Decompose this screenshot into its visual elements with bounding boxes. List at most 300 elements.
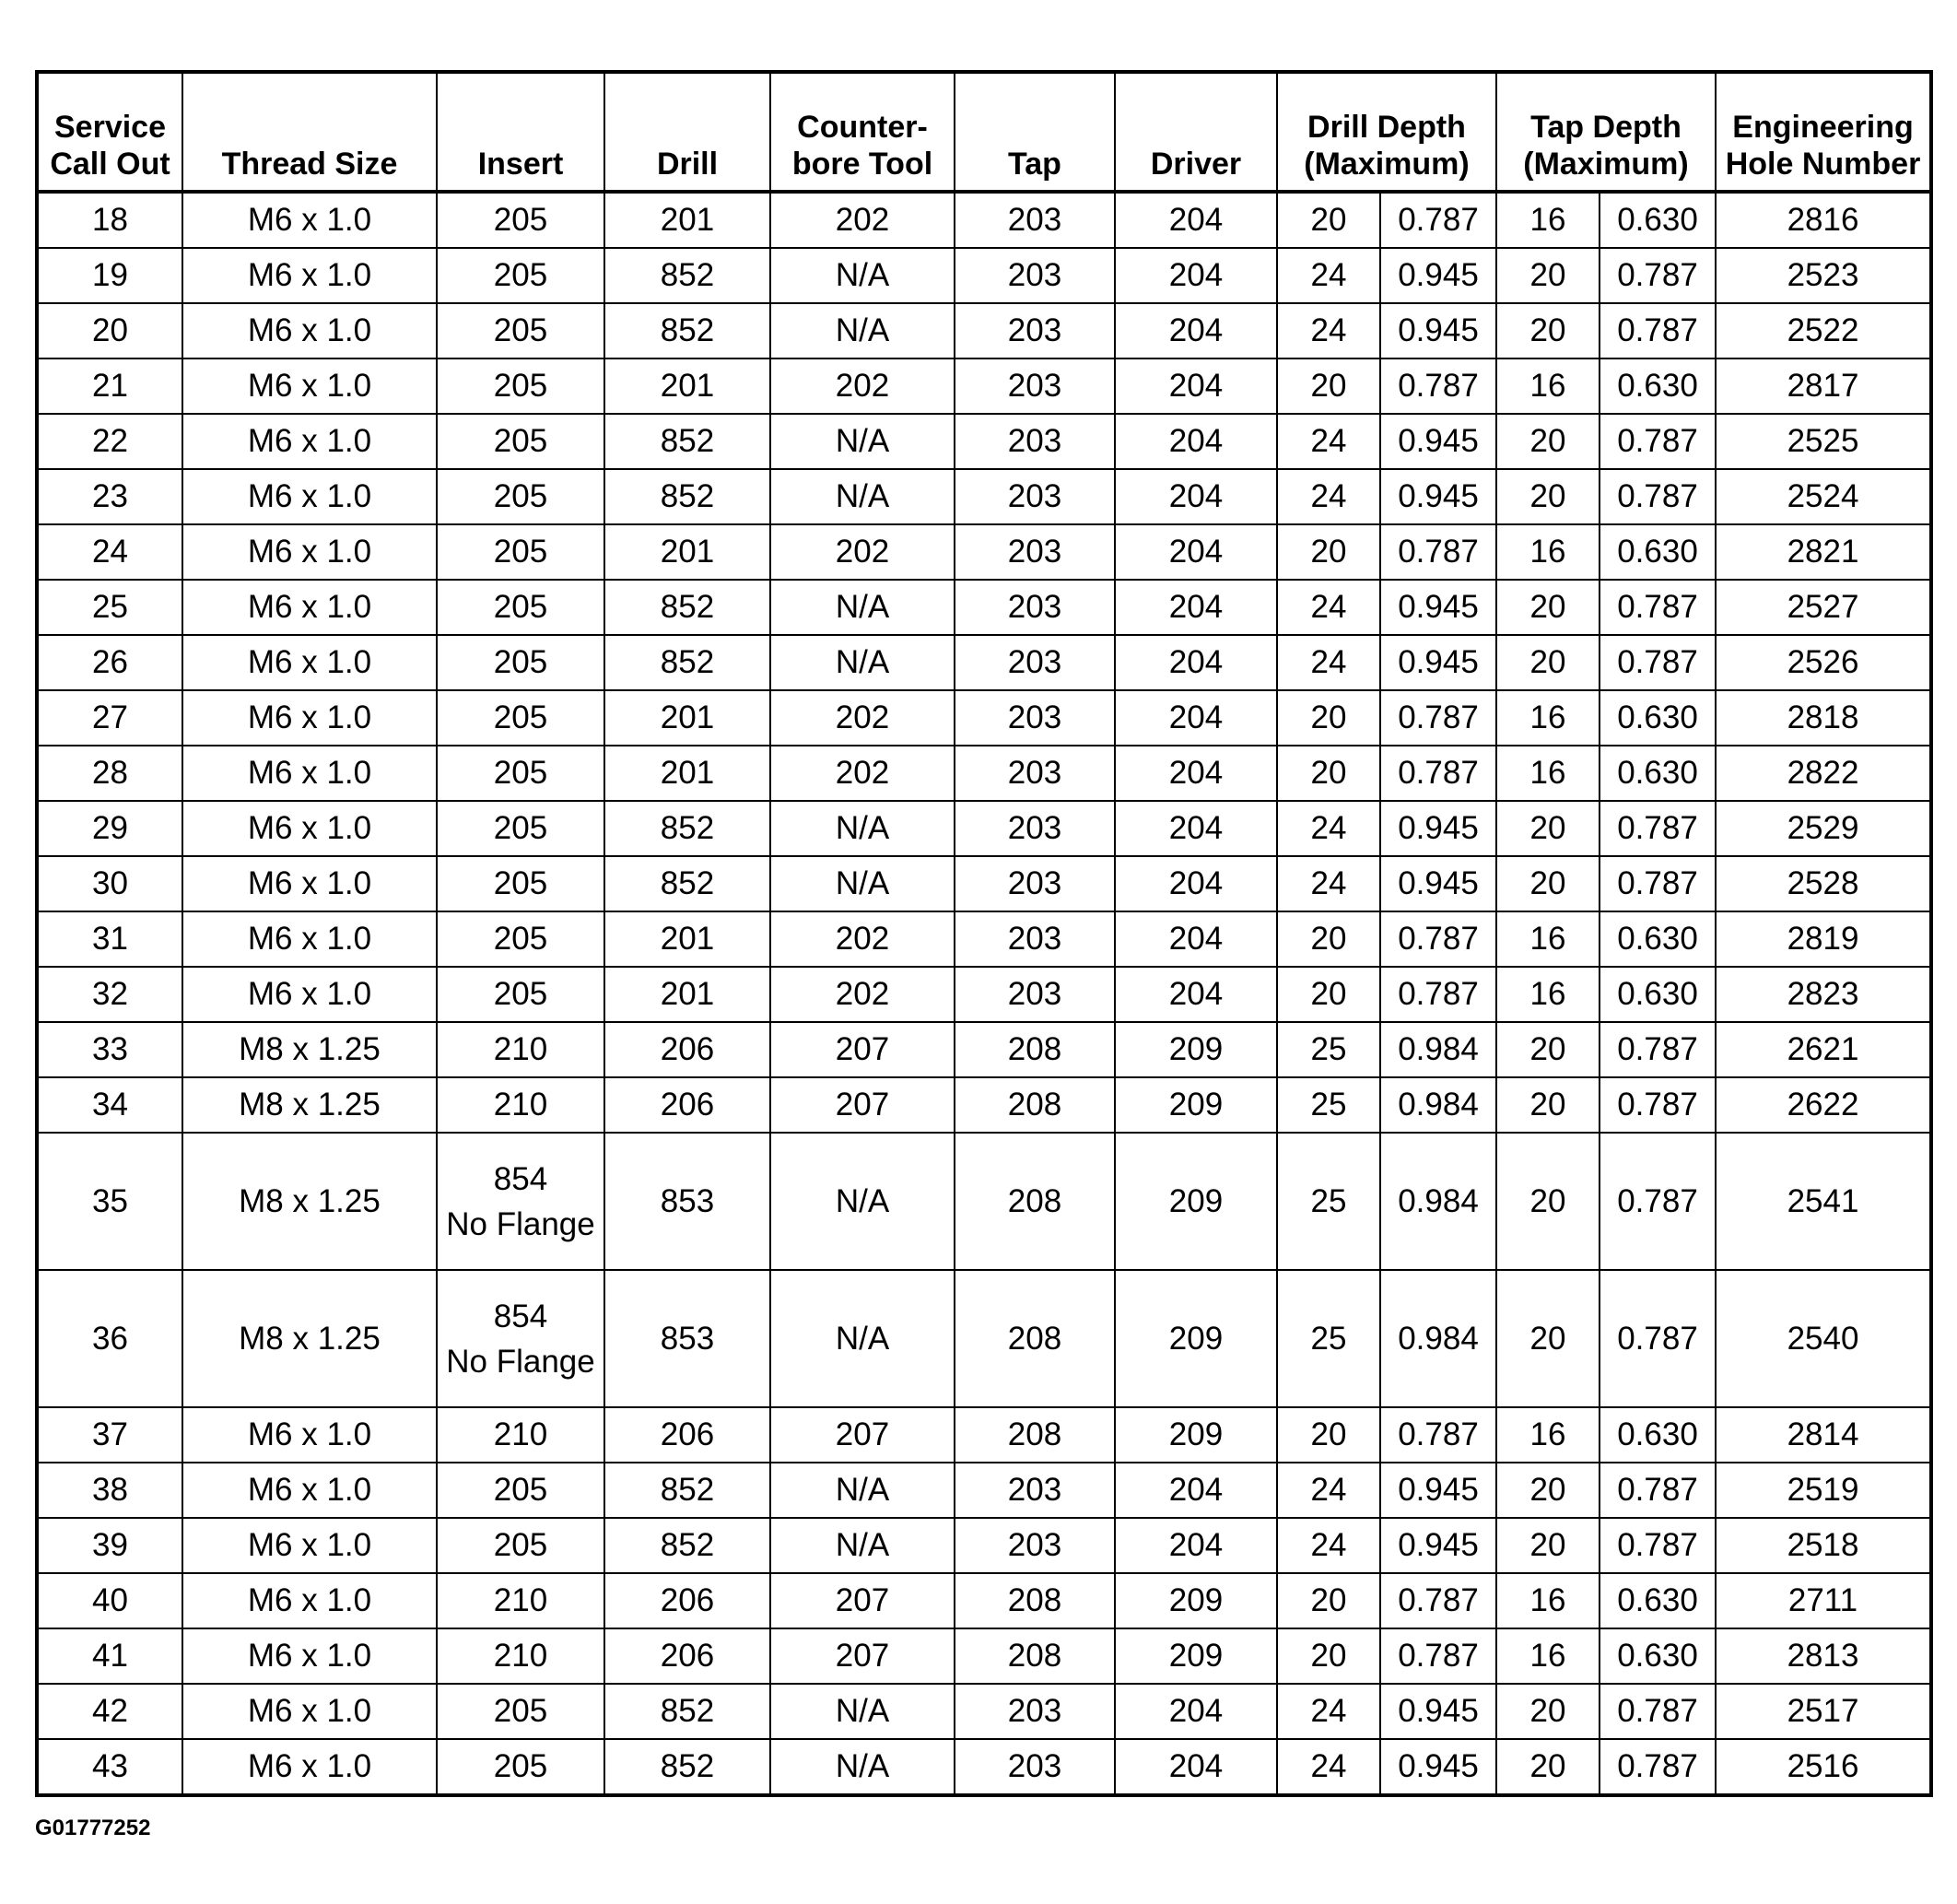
table-row [37, 967, 1931, 1022]
cell-driver: 204 [1115, 192, 1277, 248]
cell-thread-size: M6 x 1.0 [182, 303, 437, 358]
cell-driver: 209 [1115, 1022, 1277, 1077]
cell-counterbore-tool: 202 [770, 911, 955, 967]
cell-counterbore-tool: 202 [770, 967, 955, 1022]
cell-counterbore-tool: N/A [770, 635, 955, 690]
cell-drill-depth-in: 0.945 [1380, 1739, 1496, 1795]
cell-thread-size: M6 x 1.0 [182, 358, 437, 414]
cell-tap: 208 [955, 1022, 1115, 1077]
cell-drill-depth-mm: 20 [1277, 358, 1380, 414]
cell-insert: 210 [437, 1628, 604, 1684]
cell-driver: 204 [1115, 469, 1277, 524]
cell-tap: 203 [955, 580, 1115, 635]
cell-drill-depth-in: 0.787 [1380, 1407, 1496, 1463]
cell-counterbore-tool: N/A [770, 1270, 955, 1407]
table-row [37, 856, 1931, 911]
cell-service-call-out: 30 [37, 856, 182, 911]
cell-tap-depth-in: 0.787 [1600, 469, 1716, 524]
cell-drill: 852 [604, 469, 770, 524]
cell-engineering-hole-number: 2540 [1716, 1270, 1931, 1407]
cell-tap: 203 [955, 303, 1115, 358]
cell-counterbore-tool: 207 [770, 1022, 955, 1077]
cell-engineering-hole-number: 2518 [1716, 1518, 1931, 1573]
cell-tap: 203 [955, 967, 1115, 1022]
cell-driver: 204 [1115, 248, 1277, 303]
cell-service-call-out: 36 [37, 1270, 182, 1407]
cell-service-call-out: 34 [37, 1077, 182, 1133]
cell-drill-depth-in: 0.945 [1380, 635, 1496, 690]
table-row [37, 1684, 1931, 1739]
cell-drill-depth-in: 0.945 [1380, 248, 1496, 303]
cell-drill-depth-in: 0.787 [1380, 358, 1496, 414]
cell-insert: 205 [437, 690, 604, 746]
cell-tap-depth-mm: 16 [1496, 1573, 1600, 1628]
cell-insert: 205 [437, 1684, 604, 1739]
cell-engineering-hole-number: 2816 [1716, 192, 1931, 248]
cell-counterbore-tool: 202 [770, 690, 955, 746]
cell-thread-size: M6 x 1.0 [182, 469, 437, 524]
cell-service-call-out: 24 [37, 524, 182, 580]
cell-drill-depth-mm: 24 [1277, 635, 1380, 690]
cell-tap-depth-in: 0.787 [1600, 1022, 1716, 1077]
cell-insert: 205 [437, 1518, 604, 1573]
cell-insert: 210 [437, 1573, 604, 1628]
cell-counterbore-tool: N/A [770, 856, 955, 911]
cell-tap-depth-in: 0.787 [1600, 248, 1716, 303]
cell-tap-depth-mm: 16 [1496, 1407, 1600, 1463]
cell-service-call-out: 39 [37, 1518, 182, 1573]
cell-engineering-hole-number: 2527 [1716, 580, 1931, 635]
cell-tap-depth-mm: 20 [1496, 469, 1600, 524]
cell-drill-depth-in: 0.945 [1380, 303, 1496, 358]
cell-drill-depth-in: 0.787 [1380, 911, 1496, 967]
header-thread-size: Thread Size [182, 72, 437, 192]
cell-tap-depth-mm: 20 [1496, 1684, 1600, 1739]
cell-tap-depth-in: 0.787 [1600, 856, 1716, 911]
header-service-call-out: Service Call Out [37, 72, 182, 192]
cell-tap: 208 [955, 1573, 1115, 1628]
insert-note: No Flange [446, 1343, 595, 1380]
cell-driver: 204 [1115, 1463, 1277, 1518]
cell-tap-depth-in: 0.630 [1600, 967, 1716, 1022]
cell-engineering-hole-number: 2524 [1716, 469, 1931, 524]
cell-service-call-out: 20 [37, 303, 182, 358]
cell-tap-depth-mm: 16 [1496, 192, 1600, 248]
cell-drill: 201 [604, 746, 770, 801]
cell-driver: 204 [1115, 358, 1277, 414]
header-drill: Drill [604, 72, 770, 192]
cell-thread-size: M6 x 1.0 [182, 801, 437, 856]
cell-drill-depth-in: 0.984 [1380, 1270, 1496, 1407]
cell-drill: 852 [604, 856, 770, 911]
cell-tap: 203 [955, 414, 1115, 469]
cell-counterbore-tool: N/A [770, 303, 955, 358]
cell-drill: 853 [604, 1133, 770, 1270]
cell-counterbore-tool: 202 [770, 746, 955, 801]
cell-drill-depth-in: 0.787 [1380, 746, 1496, 801]
cell-insert: 210 [437, 1077, 604, 1133]
table-row [37, 1463, 1931, 1518]
cell-thread-size: M6 x 1.0 [182, 1463, 437, 1518]
cell-thread-size: M6 x 1.0 [182, 524, 437, 580]
cell-service-call-out: 31 [37, 911, 182, 967]
cell-counterbore-tool: 207 [770, 1573, 955, 1628]
cell-thread-size: M6 x 1.0 [182, 1518, 437, 1573]
cell-tap: 203 [955, 248, 1115, 303]
cell-thread-size: M6 x 1.0 [182, 580, 437, 635]
cell-tap: 203 [955, 1684, 1115, 1739]
cell-tap-depth-mm: 20 [1496, 1518, 1600, 1573]
cell-engineering-hole-number: 2821 [1716, 524, 1931, 580]
cell-tap-depth-mm: 16 [1496, 746, 1600, 801]
cell-drill: 852 [604, 635, 770, 690]
cell-tap-depth-in: 0.787 [1600, 1739, 1716, 1795]
cell-tap: 208 [955, 1407, 1115, 1463]
cell-service-call-out: 41 [37, 1628, 182, 1684]
cell-driver: 209 [1115, 1133, 1277, 1270]
table-row [37, 1270, 1931, 1407]
cell-engineering-hole-number: 2823 [1716, 967, 1931, 1022]
cell-driver: 204 [1115, 1518, 1277, 1573]
cell-thread-size: M6 x 1.0 [182, 1573, 437, 1628]
cell-drill-depth-in: 0.787 [1380, 690, 1496, 746]
cell-tap-depth-mm: 20 [1496, 303, 1600, 358]
cell-thread-size: M6 x 1.0 [182, 911, 437, 967]
cell-drill: 201 [604, 358, 770, 414]
cell-engineering-hole-number: 2622 [1716, 1077, 1931, 1133]
cell-drill-depth-in: 0.984 [1380, 1077, 1496, 1133]
cell-service-call-out: 25 [37, 580, 182, 635]
table-row [37, 1573, 1931, 1628]
cell-tap-depth-in: 0.787 [1600, 303, 1716, 358]
cell-tap-depth-in: 0.630 [1600, 524, 1716, 580]
cell-drill: 852 [604, 801, 770, 856]
cell-service-call-out: 32 [37, 967, 182, 1022]
insert-note: No Flange [446, 1205, 595, 1242]
cell-counterbore-tool: N/A [770, 469, 955, 524]
cell-engineering-hole-number: 2814 [1716, 1407, 1931, 1463]
cell-counterbore-tool: N/A [770, 1133, 955, 1270]
cell-driver: 204 [1115, 524, 1277, 580]
cell-thread-size: M6 x 1.0 [182, 1407, 437, 1463]
table-row [37, 248, 1931, 303]
cell-drill: 201 [604, 911, 770, 967]
cell-tap-depth-mm: 16 [1496, 1628, 1600, 1684]
cell-driver: 209 [1115, 1628, 1277, 1684]
cell-tap-depth-mm: 20 [1496, 248, 1600, 303]
cell-drill-depth-mm: 24 [1277, 1463, 1380, 1518]
cell-drill: 852 [604, 1463, 770, 1518]
cell-insert: 205 [437, 580, 604, 635]
cell-service-call-out: 43 [37, 1739, 182, 1795]
cell-tap-depth-mm: 16 [1496, 911, 1600, 967]
cell-drill-depth-mm: 25 [1277, 1133, 1380, 1270]
cell-tap-depth-in: 0.630 [1600, 746, 1716, 801]
cell-drill-depth-in: 0.787 [1380, 524, 1496, 580]
cell-service-call-out: 40 [37, 1573, 182, 1628]
cell-counterbore-tool: N/A [770, 1684, 955, 1739]
cell-thread-size: M6 x 1.0 [182, 635, 437, 690]
cell-thread-size: M8 x 1.25 [182, 1270, 437, 1407]
cell-drill-depth-mm: 20 [1277, 911, 1380, 967]
cell-thread-size: M6 x 1.0 [182, 414, 437, 469]
cell-counterbore-tool: N/A [770, 414, 955, 469]
cell-tap: 203 [955, 358, 1115, 414]
cell-tap: 208 [955, 1628, 1115, 1684]
cell-tap-depth-in: 0.787 [1600, 801, 1716, 856]
cell-drill-depth-mm: 20 [1277, 690, 1380, 746]
table-row [37, 1407, 1931, 1463]
cell-insert: 205 [437, 801, 604, 856]
cell-tap-depth-mm: 20 [1496, 1077, 1600, 1133]
table-row [37, 635, 1931, 690]
cell-drill: 201 [604, 524, 770, 580]
cell-insert [437, 1270, 604, 1407]
cell-counterbore-tool: N/A [770, 1463, 955, 1518]
cell-drill-depth-in: 0.945 [1380, 414, 1496, 469]
cell-thread-size: M8 x 1.25 [182, 1077, 437, 1133]
cell-drill-depth-mm: 20 [1277, 967, 1380, 1022]
header-driver: Driver [1115, 72, 1277, 192]
cell-engineering-hole-number: 2523 [1716, 248, 1931, 303]
cell-drill: 201 [604, 690, 770, 746]
cell-tap-depth-in: 0.630 [1600, 358, 1716, 414]
cell-driver: 209 [1115, 1573, 1277, 1628]
table-row [37, 1022, 1931, 1077]
cell-engineering-hole-number: 2813 [1716, 1628, 1931, 1684]
cell-tap-depth-mm: 20 [1496, 635, 1600, 690]
cell-service-call-out: 23 [37, 469, 182, 524]
table-row [37, 192, 1931, 248]
cell-tap-depth-mm: 20 [1496, 1739, 1600, 1795]
cell-insert: 210 [437, 1407, 604, 1463]
cell-thread-size: M6 x 1.0 [182, 1628, 437, 1684]
header-drill-depth: Drill Depth (Maximum) [1277, 72, 1496, 192]
cell-drill: 201 [604, 192, 770, 248]
cell-tap-depth-mm: 16 [1496, 967, 1600, 1022]
cell-drill: 852 [604, 303, 770, 358]
cell-insert: 205 [437, 635, 604, 690]
cell-service-call-out: 21 [37, 358, 182, 414]
header-tap: Tap [955, 72, 1115, 192]
cell-insert: 205 [437, 1739, 604, 1795]
cell-counterbore-tool: 207 [770, 1407, 955, 1463]
insert-number: 854 [493, 1298, 548, 1334]
cell-drill-depth-in: 0.945 [1380, 1684, 1496, 1739]
cell-tap-depth-mm: 20 [1496, 1133, 1600, 1270]
cell-drill-depth-in: 0.945 [1380, 580, 1496, 635]
cell-drill-depth-mm: 24 [1277, 801, 1380, 856]
cell-drill-depth-in: 0.787 [1380, 967, 1496, 1022]
cell-tap-depth-in: 0.787 [1600, 635, 1716, 690]
cell-drill-depth-in: 0.945 [1380, 856, 1496, 911]
cell-drill-depth-mm: 24 [1277, 303, 1380, 358]
cell-drill-depth-mm: 20 [1277, 1407, 1380, 1463]
cell-counterbore-tool: N/A [770, 248, 955, 303]
cell-service-call-out: 26 [37, 635, 182, 690]
cell-drill: 852 [604, 1684, 770, 1739]
cell-drill: 852 [604, 248, 770, 303]
cell-service-call-out: 27 [37, 690, 182, 746]
cell-engineering-hole-number: 2817 [1716, 358, 1931, 414]
cell-drill-depth-mm: 24 [1277, 1739, 1380, 1795]
cell-service-call-out: 19 [37, 248, 182, 303]
cell-driver: 209 [1115, 1270, 1277, 1407]
cell-tap-depth-in: 0.630 [1600, 192, 1716, 248]
cell-drill: 852 [604, 414, 770, 469]
cell-insert: 205 [437, 524, 604, 580]
cell-drill: 201 [604, 967, 770, 1022]
cell-engineering-hole-number: 2541 [1716, 1133, 1931, 1270]
cell-driver: 204 [1115, 967, 1277, 1022]
table-row [37, 414, 1931, 469]
cell-tap-depth-mm: 20 [1496, 414, 1600, 469]
cell-tap-depth-mm: 16 [1496, 358, 1600, 414]
cell-counterbore-tool: N/A [770, 1739, 955, 1795]
table-row [37, 469, 1931, 524]
cell-counterbore-tool: 202 [770, 524, 955, 580]
table-header [37, 72, 1931, 192]
cell-driver: 204 [1115, 746, 1277, 801]
cell-thread-size: M6 x 1.0 [182, 967, 437, 1022]
table-row [37, 1518, 1931, 1573]
cell-service-call-out: 42 [37, 1684, 182, 1739]
cell-drill-depth-mm: 24 [1277, 580, 1380, 635]
cell-service-call-out: 35 [37, 1133, 182, 1270]
cell-thread-size: M6 x 1.0 [182, 856, 437, 911]
cell-tap-depth-in: 0.630 [1600, 1407, 1716, 1463]
header-tap-depth: Tap Depth (Maximum) [1496, 72, 1716, 192]
cell-tap: 208 [955, 1077, 1115, 1133]
cell-insert: 205 [437, 414, 604, 469]
cell-tap: 203 [955, 856, 1115, 911]
cell-insert: 205 [437, 248, 604, 303]
cell-drill-depth-mm: 20 [1277, 192, 1380, 248]
cell-tap: 203 [955, 746, 1115, 801]
cell-drill-depth-mm: 25 [1277, 1022, 1380, 1077]
cell-tap: 208 [955, 1270, 1115, 1407]
cell-counterbore-tool: N/A [770, 801, 955, 856]
cell-service-call-out: 28 [37, 746, 182, 801]
cell-engineering-hole-number: 2711 [1716, 1573, 1931, 1628]
cell-drill-depth-mm: 20 [1277, 1573, 1380, 1628]
cell-tap-depth-mm: 20 [1496, 801, 1600, 856]
cell-insert: 210 [437, 1022, 604, 1077]
cell-insert: 205 [437, 192, 604, 248]
cell-service-call-out: 38 [37, 1463, 182, 1518]
cell-thread-size: M6 x 1.0 [182, 192, 437, 248]
cell-tap-depth-in: 0.787 [1600, 1270, 1716, 1407]
cell-thread-size: M8 x 1.25 [182, 1133, 437, 1270]
cell-tap-depth-in: 0.630 [1600, 1628, 1716, 1684]
cell-engineering-hole-number: 2517 [1716, 1684, 1931, 1739]
table-row [37, 1739, 1931, 1795]
cell-drill-depth-in: 0.787 [1380, 1573, 1496, 1628]
cell-driver: 204 [1115, 414, 1277, 469]
cell-tap-depth-in: 0.787 [1600, 1684, 1716, 1739]
cell-drill-depth-mm: 20 [1277, 524, 1380, 580]
cell-tap: 203 [955, 1518, 1115, 1573]
cell-engineering-hole-number: 2526 [1716, 635, 1931, 690]
cell-drill: 206 [604, 1077, 770, 1133]
cell-tap-depth-in: 0.787 [1600, 1518, 1716, 1573]
table-row [37, 580, 1931, 635]
cell-tap-depth-in: 0.630 [1600, 1573, 1716, 1628]
table-row [37, 303, 1931, 358]
cell-drill-depth-in: 0.945 [1380, 1518, 1496, 1573]
cell-tap-depth-mm: 20 [1496, 856, 1600, 911]
cell-insert: 205 [437, 1463, 604, 1518]
table-row [37, 1628, 1931, 1684]
cell-driver: 209 [1115, 1077, 1277, 1133]
cell-engineering-hole-number: 2525 [1716, 414, 1931, 469]
cell-thread-size: M6 x 1.0 [182, 690, 437, 746]
cell-engineering-hole-number: 2519 [1716, 1463, 1931, 1518]
cell-thread-size: M6 x 1.0 [182, 746, 437, 801]
cell-driver: 204 [1115, 911, 1277, 967]
cell-tap-depth-in: 0.787 [1600, 1463, 1716, 1518]
table-row [37, 358, 1931, 414]
cell-driver: 204 [1115, 1739, 1277, 1795]
cell-driver: 204 [1115, 635, 1277, 690]
cell-service-call-out: 29 [37, 801, 182, 856]
cell-tap-depth-in: 0.630 [1600, 911, 1716, 967]
cell-drill-depth-mm: 24 [1277, 1518, 1380, 1573]
cell-tap-depth-in: 0.787 [1600, 414, 1716, 469]
cell-insert: 205 [437, 746, 604, 801]
cell-driver: 204 [1115, 801, 1277, 856]
figure-id: G01777252 [35, 1816, 151, 1840]
cell-counterbore-tool: 207 [770, 1628, 955, 1684]
specification-table [35, 70, 1933, 1797]
cell-service-call-out: 37 [37, 1407, 182, 1463]
cell-tap: 203 [955, 469, 1115, 524]
cell-service-call-out: 22 [37, 414, 182, 469]
header-insert: Insert [437, 72, 604, 192]
cell-engineering-hole-number: 2528 [1716, 856, 1931, 911]
cell-drill-depth-mm: 24 [1277, 1684, 1380, 1739]
cell-engineering-hole-number: 2621 [1716, 1022, 1931, 1077]
cell-tap-depth-in: 0.630 [1600, 690, 1716, 746]
cell-drill-depth-mm: 25 [1277, 1270, 1380, 1407]
cell-counterbore-tool: N/A [770, 580, 955, 635]
cell-drill-depth-mm: 24 [1277, 414, 1380, 469]
cell-tap: 203 [955, 524, 1115, 580]
cell-drill: 852 [604, 580, 770, 635]
cell-thread-size: M6 x 1.0 [182, 248, 437, 303]
cell-service-call-out: 33 [37, 1022, 182, 1077]
cell-tap: 203 [955, 911, 1115, 967]
cell-drill-depth-mm: 24 [1277, 248, 1380, 303]
header-row [37, 72, 1931, 192]
cell-drill-depth-in: 0.945 [1380, 469, 1496, 524]
cell-driver: 204 [1115, 690, 1277, 746]
cell-drill: 206 [604, 1022, 770, 1077]
cell-tap-depth-mm: 20 [1496, 1463, 1600, 1518]
cell-insert: 205 [437, 967, 604, 1022]
cell-driver: 209 [1115, 1407, 1277, 1463]
cell-insert: 205 [437, 358, 604, 414]
cell-drill-depth-mm: 25 [1277, 1077, 1380, 1133]
cell-driver: 204 [1115, 303, 1277, 358]
cell-drill: 206 [604, 1407, 770, 1463]
cell-engineering-hole-number: 2522 [1716, 303, 1931, 358]
cell-tap: 203 [955, 690, 1115, 746]
table-body [37, 192, 1931, 1795]
cell-driver: 204 [1115, 1684, 1277, 1739]
cell-drill-depth-in: 0.787 [1380, 192, 1496, 248]
cell-service-call-out: 18 [37, 192, 182, 248]
